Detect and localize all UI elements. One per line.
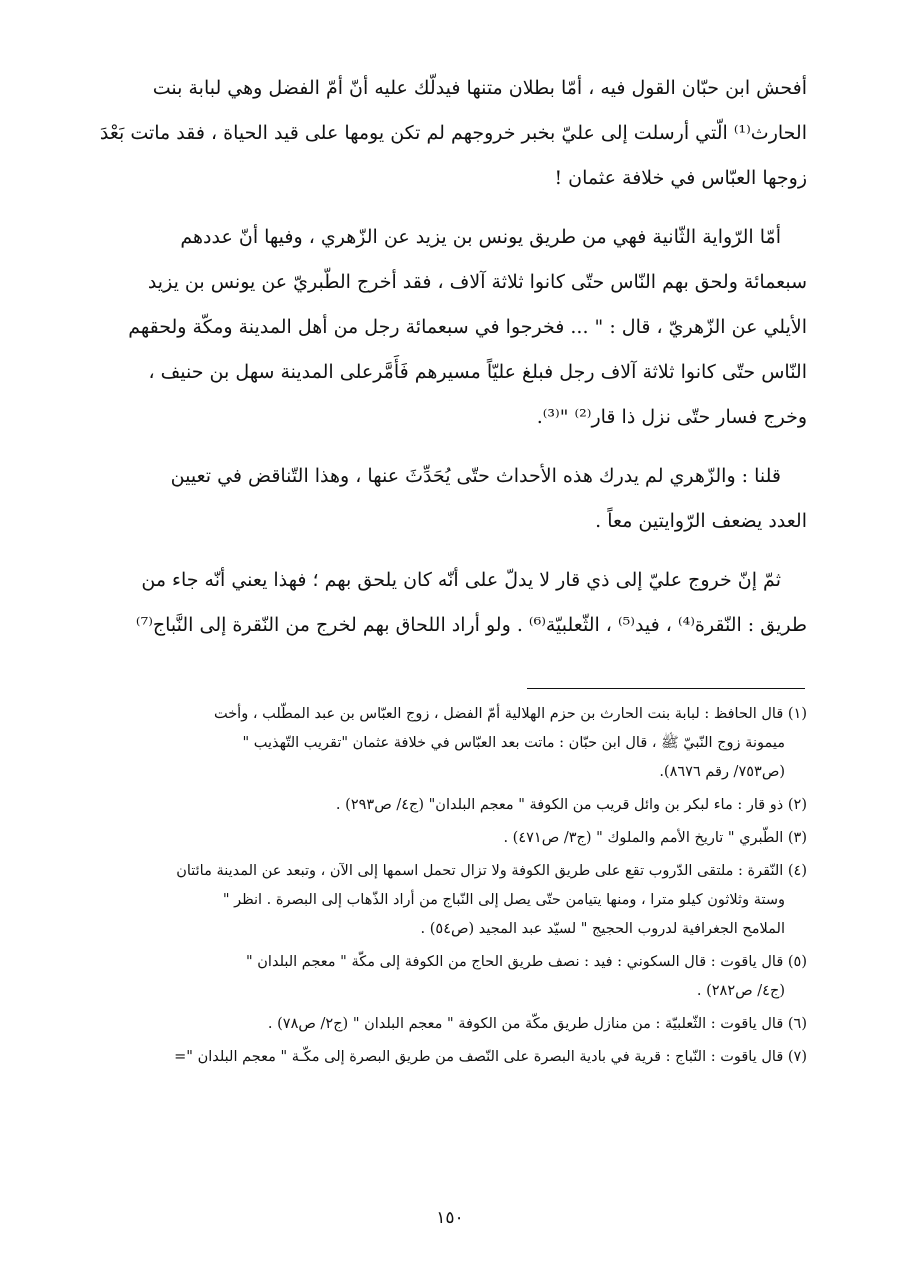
footnote-1: [95, 700, 807, 787]
footnote-line: (٧) قال ياقوت : النّباج : قرية في بادية البصرة على النّصف من طريق البصرة إلى مكّـة " معجم البلدان "=: [174, 1049, 807, 1065]
footnotes: [95, 700, 807, 1076]
paragraph-4: [95, 558, 807, 648]
paragraph-1: [95, 66, 807, 201]
footnote-line: ميمونة زوج النّبيّ ﷺ ، قال ابن حبّان : ماتت بعد العبّاس في خلافة عثمان "تقريب التّهذيب ": [242, 735, 785, 751]
footnote-7: [95, 1043, 807, 1072]
text-line: ثمّ إنّ خروج عليّ إلى ذي قار لا يدلّ على أنّه كان يلحق بهم ؛ فهذا يعني أنّه جاء من: [141, 569, 781, 591]
footnote-separator: [527, 688, 805, 689]
footnote-line: (٦) قال ياقوت : الثّعلبيّة : من منازل طريق مكّة من الكوفة " معجم البلدان " (ج٢/ ص٧٨) .: [267, 1016, 807, 1032]
paragraph-3: [95, 454, 807, 544]
page-number: ١٥٠: [436, 1208, 464, 1228]
text-line: الأيلي عن الزّهريّ ، قال : " ... فخرجوا في سبعمائة رجل من أهل المدينة ومكّة ولحقهم: [128, 316, 807, 338]
footnote-6: [95, 1010, 807, 1039]
paragraph-2: [95, 215, 807, 440]
footnote-line: (٤) النّقرة : ملتقى الدّروب تقع على طريق الكوفة ولا تزال تحمل اسمها إلى الآن ، وتبعد عن المدينة مائتان: [176, 863, 807, 879]
text-line: قلنا : والزّهري لم يدرك هذه الأحداث حتّى يُحَدِّثَ عنها ، وهذا التّناقض في تعيين: [170, 465, 781, 487]
footnote-line: (٥) قال ياقوت : قال السكوني : فيد : نصف طريق الحاج من الكوفة إلى مكّة " معجم البلدان ": [246, 954, 807, 970]
footnote-line: (٣) الطّبري " تاريخ الأمم والملوك " (ج٣/ ص٤٧١) .: [503, 830, 807, 846]
text-line: أمّا الرّواية الثّانية فهي من طريق يونس بن يزيد عن الزّهري ، وفيها أنّ عددهم: [180, 226, 781, 248]
text-line: أفحش ابن حبّان القول فيه ، أمّا بطلان متنها فيدلّك عليه أنّ أمّ الفضل وهي لبابة بنت: [152, 77, 807, 99]
footnote-5: [95, 948, 807, 1006]
footnote-2: [95, 791, 807, 820]
footnote-line: (ج٤/ ص٢٨٢) .: [696, 983, 785, 999]
footnote-line: (١) قال الحافظ : لبابة بنت الحارث بن حزم الهلالية أمّ الفضل ، زوج العبّاس بن عبد المطّلب ، وأخت: [213, 706, 807, 722]
text-line: النّاس حتّى كانوا ثلاثة آلاف رجل فبلغ عليّاً مسيرهم فَأَمَّرعلى المدينة سهل بن حنيف ،: [148, 361, 807, 383]
text-line: سبعمائة ولحق بهم النّاس حتّى كانوا ثلاثة آلاف ، فقد أخرج الطّبريّ عن يونس بن يزيد: [147, 271, 807, 293]
text-line: طريق : النّقرة⁽⁴⁾ ، فيد⁽⁵⁾ ، الثّعلبيّة⁽⁶⁾ . ولو أراد اللحاق بهم لخرج من النّقرة إلى النَّباج⁽⁷⁾: [135, 614, 807, 636]
text-line: العدد يضعف الرّوايتين معاً .: [595, 510, 807, 532]
footnote-line: الملامح الجغرافية لدروب الحجيج " لسيّد عبد المجيد (ص٥٤) .: [420, 921, 785, 937]
main-text: [95, 66, 807, 662]
footnote-line: وستة وثلاثون كيلو مترا ، ومنها يتيامن حتّى يصل إلى النّباج من أراد الذّهاب إلى البصرة . انظر ": [222, 892, 785, 908]
footnote-line: (٢) ذو قار : ماء لبكر بن وائل قريب من الكوفة " معجم البلدان" (ج٤/ ص٢٩٣) .: [335, 797, 807, 813]
footnote-3: [95, 824, 807, 853]
footnote-4: [95, 857, 807, 944]
text-line: الحارث⁽¹⁾ الّتي أرسلت إلى عليّ بخبر خروجهم لم تكن يومها على قيد الحياة ، فقد ماتت بَعْدَ: [99, 122, 807, 144]
footnote-line: (ص٧٥٣/ رقم ٨٦٧٦).: [659, 764, 785, 780]
text-line: زوجها العبّاس في خلافة عثمان !: [554, 167, 807, 189]
text-line: وخرج فسار حتّى نزل ذا قار⁽²⁾ "⁽³⁾.: [536, 406, 807, 428]
